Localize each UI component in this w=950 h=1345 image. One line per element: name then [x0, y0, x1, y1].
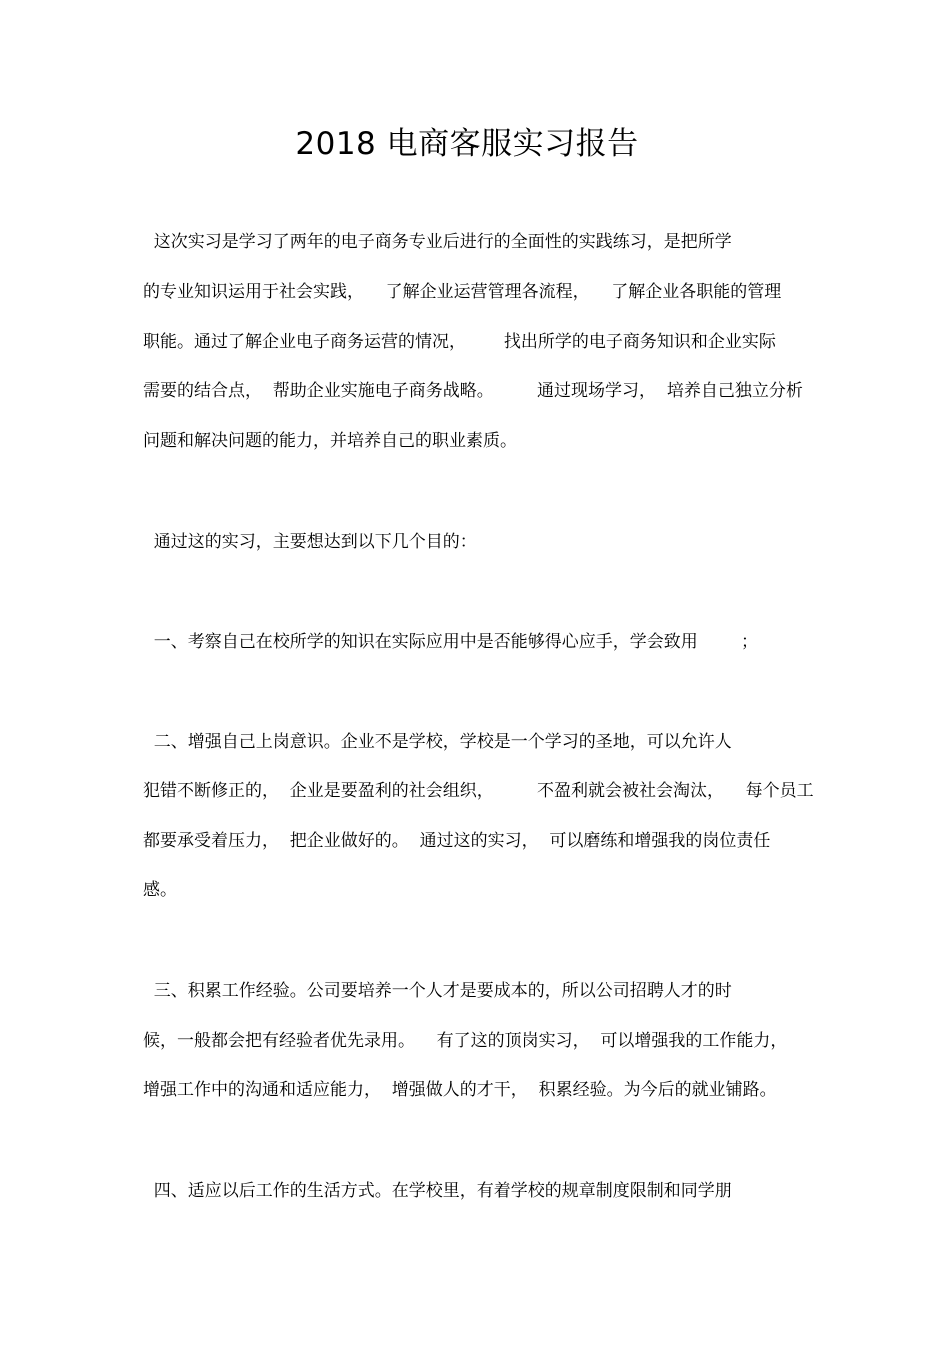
item-4-line-1: 四、适应以后工作的生活方式。在学校里，有着学校的规章制度限制和同学朋 — [143, 1181, 732, 1201]
paragraph-1-line-1: 这次实习是学习了两年的电子商务专业后进行的全面性的实践练习，是把所学 — [143, 232, 732, 252]
item-3-line-1: 三、积累工作经验。公司要培养一个人才是要成本的，所以公司招聘人才的时 — [143, 981, 732, 1001]
paragraph-1-line-2: 的专业知识运用于社会实践， 了解企业运营管理各流程， 了解企业各职能的管理 — [143, 282, 782, 302]
paragraph-1-line-3: 职能。通过了解企业电子商务运营的情况， 找出所学的电子商务知识和企业实际 — [143, 332, 776, 352]
document-title: 2018 电商客服实习报告 — [295, 126, 639, 162]
item-3-line-3: 增强工作中的沟通和适应能力， 增强做人的才干， 积累经验。为今后的就业铺路。 — [143, 1080, 777, 1100]
paragraph-1-line-4: 需要的结合点， 帮助企业实施电子商务战略。 通过现场学习， 培养自己独立分析 — [143, 381, 803, 401]
item-1-line-1: 一、考察自己在校所学的知识在实际应用中是否能够得心应手，学会致用 ； — [143, 632, 759, 652]
item-2-line-2: 犯错不断修正的， 企业是要盈利的社会组织， 不盈利就会被社会淘汰， 每个员工 — [143, 781, 814, 801]
paragraph-2-line-1: 通过这的实习，主要想达到以下几个目的： — [143, 532, 477, 552]
item-2-line-3: 都要承受着压力， 把企业做好的。 通过这的实习， 可以磨练和增强我的岗位责任 — [143, 831, 771, 851]
item-3-line-2: 候，一般都会把有经验者优先录用。 有了这的顶岗实习， 可以增强我的工作能力， — [143, 1031, 788, 1051]
item-2-line-4: 感。 — [143, 880, 177, 900]
item-2-line-1: 二、增强自己上岗意识。企业不是学校，学校是一个学习的圣地，可以允许人 — [143, 732, 732, 752]
paragraph-1-line-5: 问题和解决问题的能力，并培养自己的职业素质。 — [143, 431, 517, 451]
